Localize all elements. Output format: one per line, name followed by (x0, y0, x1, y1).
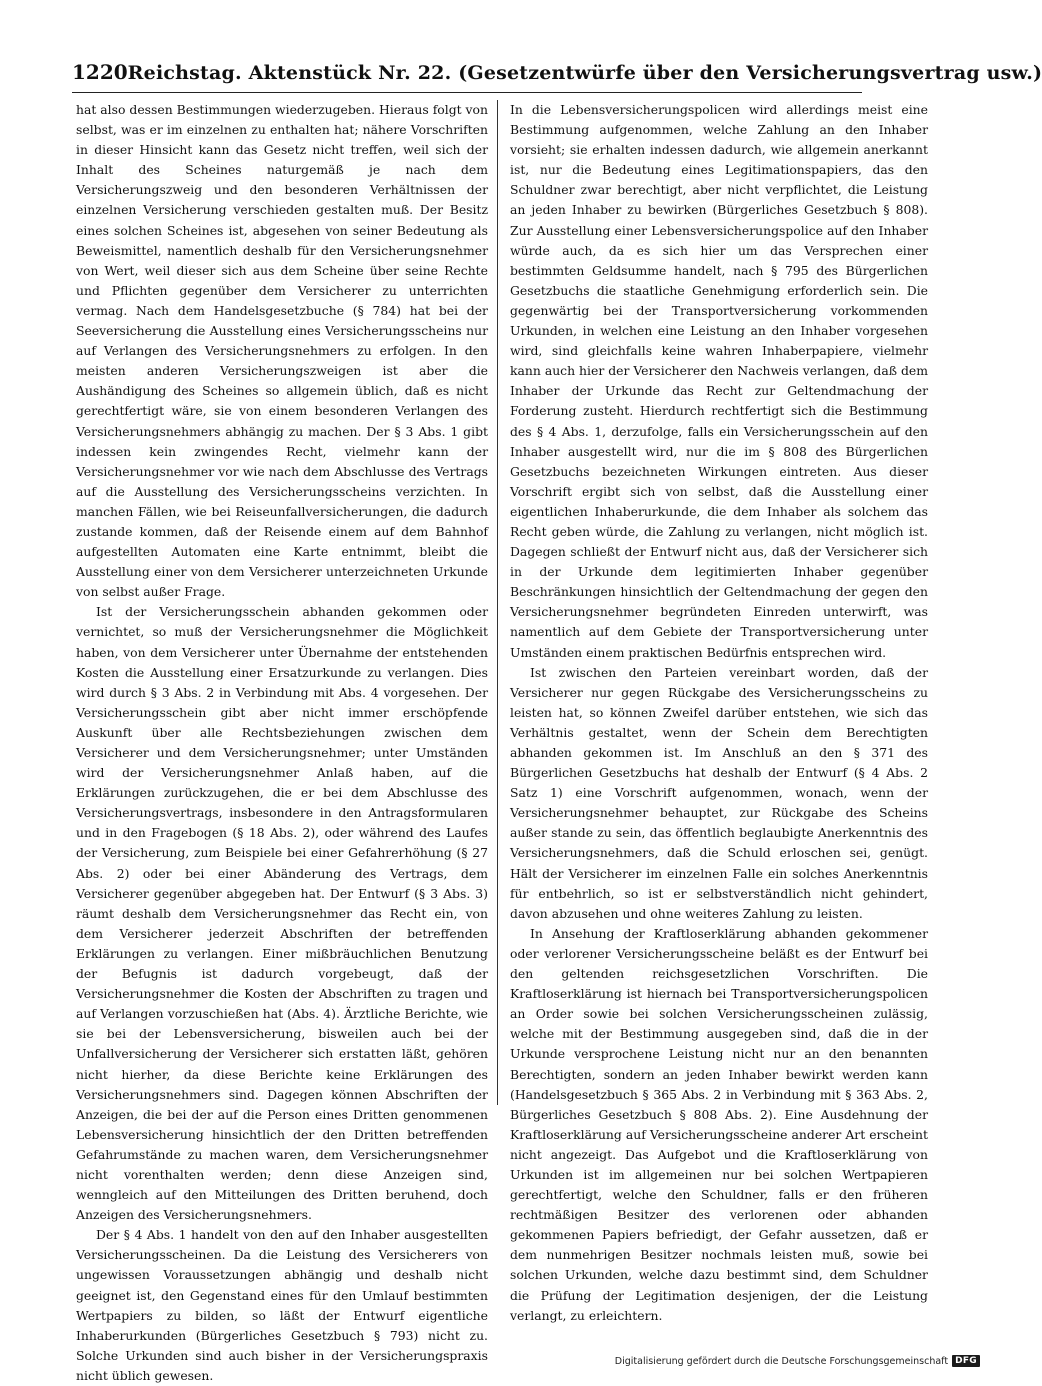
paragraph: Ist zwischen den Parteien vereinbart worden, daß der Versicherer nur gegen Rückgabe des Versicherungsscheins zu leisten hat, so können Zweifel darüber entstehen, wie sich das Verhältnis gestaltet, wenn der Schein dem Berechtigten abhanden gekommen ist. Im Anschluß an den § 371 des Bürgerlichen Gesetzbuchs hat deshalb der Entwurf (§ 4 Abs. 2 Satz 1) eine Vorschrift aufgenommen, wonach, wenn der Versicherungsnehmer behauptet, zur Rückgabe des Scheins außer stande zu sein, das öffentlich beglaubigte Anerkenntnis des Versicherungsnehmers, daß die Schuld erloschen sei, genügt. Hält der Versicherer im einzelnen Falle ein solches Anerkenntnis für entbehrlich, so ist er selbstverständlich nicht gehindert, davon abzusehen und ohne weiteres Zahlung zu leisten. (510, 664, 928, 921)
funding-note: Digitalisierung gefördert durch die Deutsche Forschungsgemeinschaft (614, 1355, 949, 1367)
paragraph: In die Lebensversicherungspolicen wird allerdings meist eine Bestimmung aufgenommen, welche Zahlung an den Inhaber vorsieht; sie erhalten indessen dadurch, wie allgemein anerkannt ist, nur die Bedeutung eines Legitimationspapiers, das den Schuldner zwar berechtigt, aber nicht verpflichtet, die Leistung an jeden Inhaber zu bewirken (Bürgerliches Gesetzbuch § 808). Zur Ausstellung einer Lebensversicherungspolice auf den Inhaber würde auch, da es sich hier um das Versprechen einer bestimmten Geldsumme handelt, nach § 795 des Bürgerlichen Gesetzbuchs die staatliche Genehmigung erforderlich sein. Die gegenwärtig bei der Transportversicherung vorkommenden Urkunden, in welchen eine Leistung an den Inhaber vorgesehen wird, sind gleichfalls keine wahren Inhaberpapiere, vielmehr kann auch hier der Versicherer den Nachweis verlangen, daß dem Inhaber der Urkunde das Recht zur Geltendmachung der Forderung zusteht. Hierdurch rechtfertigt sich die Bestimmung des § 4 Abs. 1, derzufolge, falls ein Versicherungsschein auf den Inhaber ausgestellt wird, nur die im § 808 des Bürgerlichen Gesetzbuchs bezeichneten Wirkungen eintreten. Aus dieser Vorschrift ergibt sich von selbst, daß die Ausstellung einer eigentlichen Inhaberurkunde, die dem Inhaber als solchem das Recht geben würde, die Zahlung zu verlangen, nicht möglich ist. Dagegen schließt der Entwurf nicht aus, daß der Versicherer sich in der Urkunde dem legitimierten Inhaber gegenüber Beschränkungen hinsichtlich der Geltendmachung der gegen den Versicherungsnehmer begründeten Einreden unterwirft, was namentlich auf dem Gebiete der Transportversicherung unter Umständen einem praktischen Bedürfnis entsprechen wird. (510, 102, 928, 660)
paragraph: Der § 4 Abs. 1 handelt von den auf den Inhaber ausgestellten Versicherungsscheinen. Da die Leistung des Versicherers von ungewissen Voraussetzungen abhängig und deshalb nicht geeignet ist, den Gegenstand eines für den Umlauf bestimmten Wertpapiers zu bilden, so läßt der Entwurf eigentliche Inhaberurkunden (Bürgerliches Gesetzbuch § 793) nicht zu. Solche Urkunden sind auch bisher in der Versicherungspraxis nicht üblich gewesen. (76, 1227, 488, 1383)
paragraph: Ist der Versicherungsschein abhanden gekommen oder vernichtet, so muß der Versicherungsnehmer die Möglichkeit haben, von dem Versicherer unter Übernahme der entstehenden Kosten die Ausstellung einer Ersatzurkunde zu verlangen. Dies wird durch § 3 Abs. 2 in Verbindung mit Abs. 4 vorgesehen. Der Versicherungsschein gibt aber nicht immer erschöpfende Auskunft über alle Rechtsbeziehungen zwischen dem Versicherer und dem Versicherungsnehmer; unter Umständen wird der Versicherungsnehmer Anlaß haben, auf die Erklärungen zurückzugehen, die er bei dem Abschlusse des Versicherungsvertrags, insbesondere in den Antragsformularen und in den Fragebogen (§ 18 Abs. 2), oder während des Laufes der Versicherung, zum Beispiele bei einer Gefahrerhöhung (§ 27 Abs. 2) oder bei einer Abänderung des Vertrags, dem Versicherer gegenüber abgegeben hat. Der Entwurf (§ 3 Abs. 3) räumt deshalb dem Versicherungsnehmer das Recht ein, von dem Versicherer jederzeit Abschriften der betreffenden Erklärungen zu verlangen. Einer mißbräuchlichen Benutzung der Befugnis ist dadurch vorgebeugt, daß der Versicherungsnehmer die Kosten der Abschriften zu tragen und auf Verlangen vorzuschießen hat (Abs. 4). Ärztliche Berichte, wie sie bei der Lebensversicherung, bisweilen auch bei der Unfallversicherung der Versicherer sich erstatten läßt, gehören nicht hierher, da diese Berichte keine Erklärungen des Versicherungsnehmers sind. Dagegen können Abschriften der Anzeigen, die bei der auf die Person eines Dritten genommenen Lebensversicherung hinsichtlich der den Dritten betreffenden Gefahrumstände zu machen waren, dem Versicherungsnehmer nicht vorenthalten werden; denn diese Anzeigen sind, wenngleich auf den Mitteilungen des Dritten beruhend, doch Anzeigen des Versicherungsnehmers. (76, 604, 488, 1223)
column-divider (497, 100, 498, 1105)
page-header (72, 60, 1042, 93)
paragraph: In Ansehung der Kraftloserklärung abhanden gekommener oder verlorener Versicherungsscheine beläßt es der Entwurf bei den geltenden reichsgesetzlichen Vorschriften. Die Kraftloserklärung ist hiernach bei Transportversicherungspolicen an Order sowie bei solchen Versicherungsscheinen zulässig, welche mit der Bestimmung ausgegeben sind, daß die in der Urkunde versprochene Leistung nicht nur an den benannten Berechtigten, sondern an jeden Inhaber bewirkt werden kann (Handelsgesetzbuch § 365 Abs. 2 in Verbindung mit § 363 Abs. 2, Bürgerliches Gesetzbuch § 808 Abs. 2). Eine Ausdehnung der Kraftloserklärung auf Versicherungsscheine anderer Art erscheint nicht angezeigt. Das Aufgebot und die Kraftloserklärung von Urkunden ist im allgemeinen nur bei solchen Wertpapieren gerechtfertigt, welche den Schuldner, falls er den früheren rechtmäßigen Besitzer des verlorenen oder abhanden gekommenen Papiers befriedigt, der Gefahr aussetzen, daß er dem nunmehrigen Besitzer nochmals leisten muß, sowie bei solchen Urkunden, welche dazu bestimmt sind, dem Schuldner die Prüfung der Legitimation desjenigen, der die Leistung verlangt, zu erleichtern. (510, 925, 928, 1323)
left-column (76, 100, 488, 1383)
running-title: Reichstag. Aktenstück Nr. 22. (Gesetzentwürfe über den Versicherungsvertrag usw.) (127, 62, 1042, 84)
dfg-logo: DFG (952, 1355, 980, 1367)
right-column (510, 100, 928, 1323)
paragraph: hat also dessen Bestimmungen wiederzugeben. Hieraus folgt von selbst, was er im einzelnen zu enthalten hat; nähere Vorschriften in dieser Hinsicht kann das Gesetz nicht treffen, weil sich der Inhalt des Scheines naturgemäß je nach dem Versicherungszweig und den besonderen Verhältnissen der einzelnen Versicherung verschieden gestalten muß. Der Besitz eines solchen Scheines ist, abgesehen von seiner Bedeutung als Beweismittel, namentlich deshalb für den Versicherungsnehmer von Wert, weil dieser sich aus dem Scheine über seine Rechte und Pflichten gegenüber dem Versicherer zu unterrichten vermag. Nach dem Handelsgesetzbuche (§ 784) hat bei der Seeversicherung die Ausstellung eines Versicherungsscheins nur auf Verlangen des Versicherungsnehmers zu erfolgen. In den meisten anderen Versicherungszweigen ist aber die Aushändigung des Scheines so allgemein üblich, daß es nicht gerechtfertigt wäre, sie von einem besonderen Verlangen des Versicherungsnehmers abhängig zu machen. Der § 3 Abs. 1 gibt indessen kein zwingendes Recht, vielmehr kann der Versicherungsnehmer vor wie nach dem Abschlusse des Vertrags auf die Ausstellung des Versicherungsscheins verzichten. In manchen Fällen, wie bei Reiseunfallversicherungen, die dadurch zustande kommen, daß der Reisende einem auf dem Bahnhof aufgestellten Automaten eine Karte entnimmt, bleibt die Ausstellung einer von dem Versicherer unterzeichneten Urkunde von selbst außer Frage. (76, 102, 488, 600)
page-number: 1220 (72, 60, 128, 84)
footer (615, 1355, 980, 1367)
